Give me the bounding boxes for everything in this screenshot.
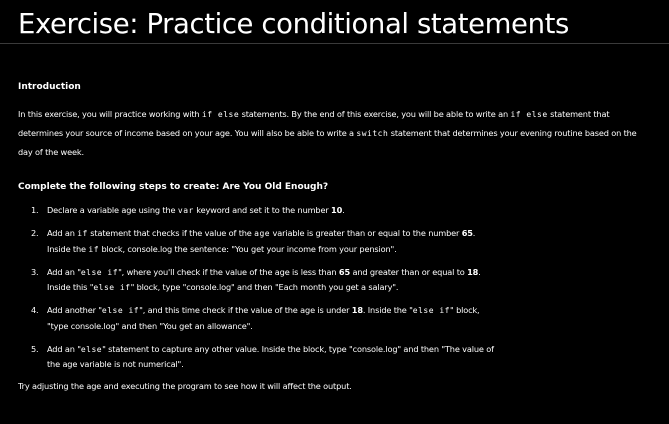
bold-value: 18 xyxy=(351,305,363,315)
step-text: Add an "else" statement to capture any other value. Inside the block, type "console.log" and then "The value of the age variable is not numerical". xyxy=(47,343,494,369)
bold-value: 65 xyxy=(338,266,350,277)
step-item-2 xyxy=(18,226,651,257)
step-item-5 xyxy=(18,342,651,373)
step-text: Add an "else if", where you'll check if the value of the age is less than 65 and greater than or equal to 18. Inside this "else if" block, type "console.log" and then "Each month you get a salary". xyxy=(47,266,481,292)
step-number: 4. xyxy=(31,305,39,315)
bold-value: 18 xyxy=(467,266,479,277)
outro-text: Try adjusting the age and executing the program to see how it will affect the output. xyxy=(18,381,352,391)
step-number: 1. xyxy=(31,205,39,215)
inline-code: if xyxy=(88,244,100,254)
step-number: 3. xyxy=(31,266,39,277)
introduction-heading: Introduction xyxy=(18,82,81,92)
inline-code: else if xyxy=(80,267,119,277)
inline-code: switch xyxy=(356,129,389,138)
title-divider xyxy=(0,43,669,44)
inline-code: if else xyxy=(201,110,240,119)
inline-code: age xyxy=(254,229,271,238)
steps-list xyxy=(18,203,651,373)
bold-value: 10 xyxy=(331,205,343,215)
step-item-3 xyxy=(18,265,651,296)
introduction-paragraph: In this exercise, you will practice working with if else statements. By the end of this exercise, you will be able to write an if else statement that determines your source of income based on your age. You will also be able to write a switch statement that determines your evening routine based on the day of the week. xyxy=(18,109,637,157)
bold-value: 65 xyxy=(461,228,473,238)
step-item-1 xyxy=(18,203,651,219)
step-item-4 xyxy=(18,303,651,334)
inline-code: var xyxy=(177,206,194,215)
step-text: Add an if statement that checks if the value of the age variable is greater than or equal to the number 65. Inside the if block, console.log the sentence: "You get your income from your pension". xyxy=(47,228,476,254)
page-title: Exercise: Practice conditional statements xyxy=(18,8,569,40)
step-text: Declare a variable age using the var keyword and set it to the number 10. xyxy=(47,205,345,215)
inline-code: else xyxy=(80,344,103,354)
steps-heading: Complete the following steps to create: Are You Old Enough? xyxy=(18,182,329,192)
inline-code: else if xyxy=(412,306,450,315)
step-number: 5. xyxy=(31,343,39,354)
inline-code: if else xyxy=(510,110,548,119)
inline-code: else if xyxy=(101,306,140,315)
step-number: 2. xyxy=(31,228,39,238)
inline-code: if xyxy=(77,229,88,238)
step-text: Add another "else if", and this time check if the value of the age is under 18. Inside the "else if" block, "type console.log" and then "You get an allowance". xyxy=(47,305,480,331)
inline-code: else if xyxy=(93,283,131,292)
